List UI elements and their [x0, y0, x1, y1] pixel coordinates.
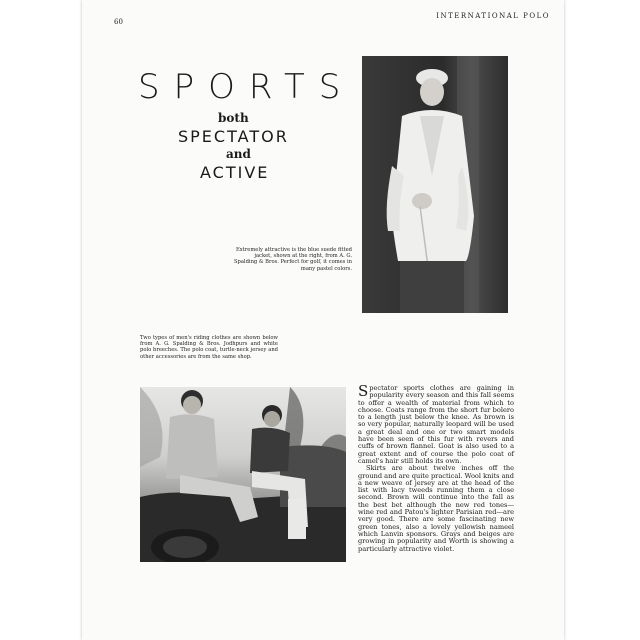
headline-and: and — [226, 147, 251, 161]
headline-active: ACTIVE — [200, 163, 270, 182]
men-on-car-illustration — [140, 387, 346, 562]
headline-both: both — [218, 111, 249, 125]
drop-cap: S — [358, 382, 369, 400]
page-number: 60 — [114, 18, 123, 26]
article-paragraph-1-text: pectator sports clothes are gaining in popularity every season and this fall seems to offer a wealth of material from which to choose. Coats range from the short fur bolero to a length just below the knee. As brown is so very popular, naturally leopard will be used a great deal and one or two smart models have been seen of this fur with revers and cuffs of brown flannel. Goat is also used to a great extent and of course the polo coat of camel's hair still holds its own. — [358, 384, 514, 465]
article-paragraph-1 — [358, 382, 514, 465]
running-head: INTERNATIONAL POLO — [436, 12, 550, 20]
article-body — [358, 382, 514, 553]
headline-spectator: SPECTATOR — [178, 127, 289, 146]
photo-men-riding-clothes — [140, 387, 346, 562]
caption-blue-jacket: Extremely attractive is the blue suede fitted jacket, shown at the right, from A. G. Spalding & Bros. Perfect for golf, it comes in many pastel colors. — [233, 247, 352, 272]
photo-woman-golf-jacket — [362, 56, 508, 313]
headline-sports: SPORTS — [138, 67, 355, 107]
caption-riding-clothes: Two types of men's riding clothes are shown below from A. G. Spalding & Bros. Jodhpurs and white polo breeches. The polo coat, turtle-neck jersey and other accessories are from the same shop. — [140, 335, 278, 360]
article-paragraph-2: Skirts are about twelve inches off the ground and are quite practical. Wool knits and a new weave of jersey are at the head of the list with lacy tweeds running them a close second. Brown will continue into the fall as the best bet although the new red tones—wine red and Patou's lighter Parisian red—are very good. There are some fascinating new green tones, also a lovely yellowish nameel which Lanvin sponsors. Grays and beiges are growing in popularity and Worth is showing a particularly attractive violet. — [358, 464, 514, 553]
woman-figure-illustration — [362, 56, 508, 313]
